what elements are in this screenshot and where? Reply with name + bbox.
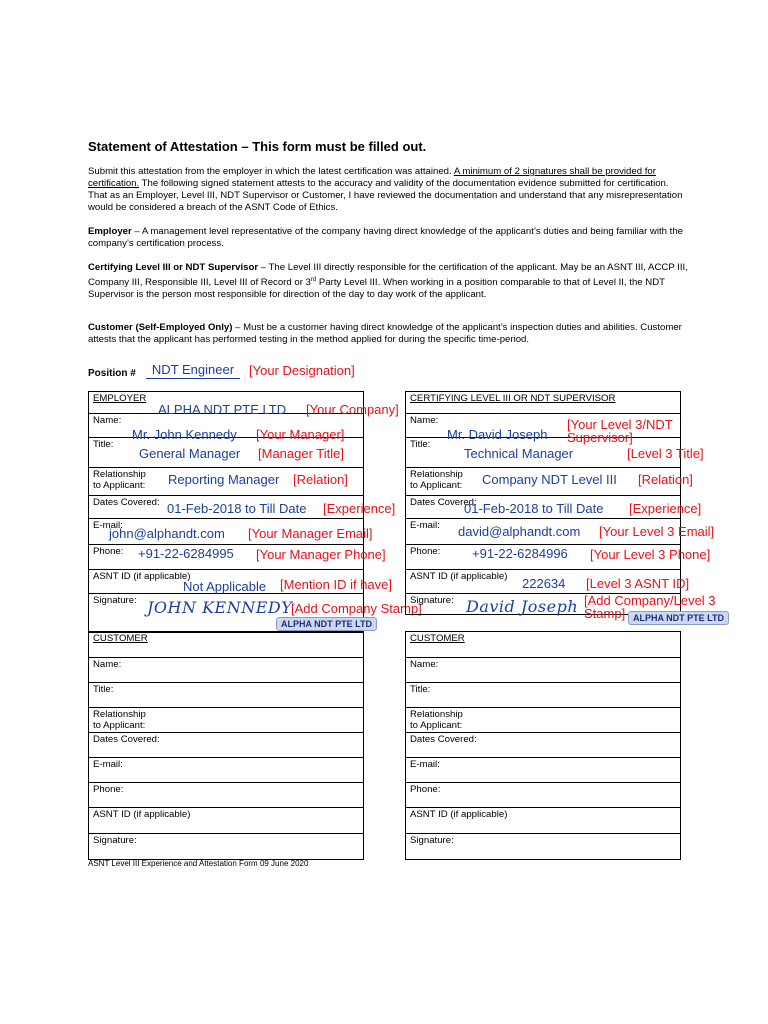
employer-signature-label: Signature: xyxy=(93,595,137,606)
level3-email-note: [Your Level 3 Email] xyxy=(599,524,715,539)
customer-right-phone-label: Phone: xyxy=(410,784,441,795)
customer-left-email-row[interactable] xyxy=(89,758,363,783)
level3-email-label: E-mail: xyxy=(410,520,440,531)
level3-asnt-note: [Level 3 ASNT ID] xyxy=(586,576,690,591)
intro-text-2: The following signed statement attests to the accuracy and validity of the documentation evidence submitted for certification. That as an Employer, Level III, NDT Supervisor or Customer, I have reviewed the documentation and understand that any misrepresentation would be considered a breach of the ASNT Code of Ethics. xyxy=(88,178,683,213)
customer-term: Customer (Self-Employed Only) xyxy=(88,322,233,333)
customer-left-relationship-label-2: to Applicant: xyxy=(93,720,146,731)
employer-title-note: [Manager Title] xyxy=(258,446,344,461)
level3-name-label: Name: xyxy=(410,415,439,426)
customer-left-relationship-label xyxy=(93,709,146,731)
customer-right-title-label: Title: xyxy=(410,684,431,695)
employer-signature: JOHN KENNEDY xyxy=(147,598,293,617)
level3-signature: David Joseph xyxy=(466,597,579,616)
level3-term: Certifying Level III or NDT Supervisor xyxy=(88,262,259,273)
customer-right-email-row[interactable] xyxy=(406,758,680,783)
customer-right-email-label: E-mail: xyxy=(410,759,440,770)
employer-name-note: [Your Manager] xyxy=(256,427,345,442)
customer-def-text: – Must be a customer having direct knowledge of the applicant’s inspection duties and abilities. Customer attests that the applicant has performed testing in the method applied for during the specific time-period. xyxy=(88,322,682,345)
customer-left-title-row[interactable] xyxy=(89,683,363,708)
customer-right-name-label: Name: xyxy=(410,659,439,670)
customer-right-relationship-row[interactable] xyxy=(406,708,680,733)
employer-phone-note: [Your Manager Phone] xyxy=(256,547,386,562)
employer-email-note: [Your Manager Email] xyxy=(248,526,373,541)
level3-relationship-note: [Relation] xyxy=(638,472,693,487)
employer-def-text: – A management level representative of the company having direct knowledge of the applicant’s duties and being familiar with the company’s certification process. xyxy=(88,226,683,249)
level3-dates-note: [Experience] xyxy=(629,501,702,516)
customer-left-phone-label: Phone: xyxy=(93,784,124,795)
level3-relationship-value: Company NDT Level III xyxy=(482,472,617,487)
position-label: Position # xyxy=(88,368,136,379)
customer-right-relationship-label-1: Relationship xyxy=(410,709,463,720)
customer-right-dates-label: Dates Covered: xyxy=(410,734,477,745)
level3-def-text-b: Party Level III. When working in a position comparable to that of Level II, the NDT Supervisor is the person most responsible for direction of the day to day work of the applicant. xyxy=(88,277,665,301)
customer-left-signature-label: Signature: xyxy=(93,835,137,846)
position-field[interactable]: NDT Engineer xyxy=(146,362,240,379)
customer-right-header-row xyxy=(406,632,680,658)
employer-dates-label: Dates Covered: xyxy=(93,497,160,508)
customer-left-header: CUSTOMER xyxy=(93,633,148,644)
employer-phone-label: Phone: xyxy=(93,546,124,557)
level3-title-label: Title: xyxy=(410,439,431,450)
customer-right-relationship-label-2: to Applicant: xyxy=(410,720,463,731)
customer-right-asnt-label: ASNT ID (if applicable) xyxy=(410,809,508,820)
employer-relationship-value: Reporting Manager xyxy=(168,472,280,487)
employer-dates-note: [Experience] xyxy=(323,501,396,516)
customer-right-name-row[interactable] xyxy=(406,658,680,683)
level3-phone-value: +91-22-6284996 xyxy=(472,546,568,561)
customer-left-dates-label: Dates Covered: xyxy=(93,734,160,745)
level3-name-note xyxy=(567,418,673,444)
intro-text-1: Submit this attestation from the employer in which the latest certification was attained. xyxy=(88,166,454,177)
customer-right-title-row[interactable] xyxy=(406,683,680,708)
customer-right-relationship-label xyxy=(410,709,463,731)
employer-phone-value: +91-22-6284995 xyxy=(138,546,234,561)
employer-asnt-value: Not Applicable xyxy=(183,579,267,594)
customer-left-asnt-row[interactable] xyxy=(89,808,363,834)
intro-signature-requirement: A minimum of 2 signatures shall be provided for certification. xyxy=(88,166,656,189)
employer-relationship-label xyxy=(93,469,146,491)
employer-company-note: [Your Company] xyxy=(306,402,399,417)
level3-title-value: Technical Manager xyxy=(464,446,574,461)
level3-name-note-2: Supervisor] xyxy=(567,430,633,445)
employer-name-value: Mr. John Kennedy xyxy=(132,427,237,442)
employer-signature-note: [Add Company Stamp] xyxy=(291,601,422,616)
employer-title-label: Title: xyxy=(93,439,114,450)
customer-left-signature-row[interactable] xyxy=(89,834,363,861)
customer-left-phone-row[interactable] xyxy=(89,783,363,808)
customer-right-signature-row[interactable] xyxy=(406,834,680,861)
customer-left-title-label: Title: xyxy=(93,684,114,695)
level3-name-value: Mr. David Joseph xyxy=(447,427,548,442)
level3-name-note-1: [Your Level 3/NDT xyxy=(567,417,673,432)
employer-email-value: john@alphandt.com xyxy=(109,526,225,541)
level3-definition xyxy=(88,262,688,301)
customer-left-relationship-row[interactable] xyxy=(89,708,363,733)
employer-relationship-note: [Relation] xyxy=(293,472,348,487)
level3-dates-label: Dates Covered: xyxy=(410,497,477,508)
customer-right-dates-row[interactable] xyxy=(406,733,680,758)
level3-relationship-label-1: Relationship xyxy=(410,469,463,480)
employer-dates-value: 01-Feb-2018 to Till Date xyxy=(167,501,307,516)
form-footer: ASNT Level III Experience and Attestation Form 09 June 2020 xyxy=(88,859,309,868)
employer-company: ALPHA NDT PTE LTD xyxy=(158,402,287,417)
level3-relationship-label-2: to Applicant: xyxy=(410,480,463,491)
customer-definition xyxy=(88,322,688,346)
employer-relationship-label-2: to Applicant: xyxy=(93,480,146,491)
employer-company-stamp: ALPHA NDT PTE LTD xyxy=(276,617,377,631)
customer-left-relationship-label-1: Relationship xyxy=(93,709,146,720)
level3-def-sup: rd xyxy=(310,277,317,283)
employer-relationship-label-1: Relationship xyxy=(93,469,146,480)
employer-title-value: General Manager xyxy=(139,446,241,461)
employer-email-label: E-mail: xyxy=(93,520,123,531)
customer-box-left xyxy=(88,631,364,860)
level3-asnt-value: 222634 xyxy=(522,576,566,591)
level3-phone-label: Phone: xyxy=(410,546,441,557)
employer-term: Employer xyxy=(88,226,132,237)
customer-left-dates-row[interactable] xyxy=(89,733,363,758)
customer-right-signature-label: Signature: xyxy=(410,835,454,846)
employer-definition xyxy=(88,226,688,250)
position-note: [Your Designation] xyxy=(249,363,355,378)
level3-signature-note-1: [Add Company/Level 3 xyxy=(584,593,716,608)
level3-signature-label: Signature: xyxy=(410,595,454,606)
level3-header-row xyxy=(406,392,680,414)
level3-relationship-label xyxy=(410,469,463,491)
customer-right-phone-row[interactable] xyxy=(406,783,680,808)
customer-left-name-label: Name: xyxy=(93,659,122,670)
employer-asnt-note: [Mention ID if have] xyxy=(280,577,392,592)
level3-dates-value: 01-Feb-2018 to Till Date xyxy=(464,501,604,516)
level3-def-text-a: – The Level III directly responsible for the certification of the applicant. May be an ASNT III, ACCP III, Company III, Responsible III, Level III of Record or 3 xyxy=(88,262,688,289)
level3-email-value: david@alphandt.com xyxy=(458,524,581,539)
intro-paragraph xyxy=(88,166,688,214)
level3-title-note: [Level 3 Title] xyxy=(627,446,704,461)
level3-company-stamp: ALPHA NDT PTE LTD xyxy=(628,611,729,625)
form-title: Statement of Attestation – This form must be filled out. xyxy=(88,139,427,154)
level3-phone-note: [Your Level 3 Phone] xyxy=(590,547,711,562)
customer-left-name-row[interactable] xyxy=(89,658,363,683)
customer-right-asnt-row[interactable] xyxy=(406,808,680,834)
employer-asnt-label: ASNT ID (if applicable) xyxy=(93,571,191,582)
employer-name-label: Name: xyxy=(93,415,122,426)
customer-left-header-row xyxy=(89,632,363,658)
level3-header: CERTIFYING LEVEL III OR NDT SUPERVISOR xyxy=(410,393,616,404)
customer-right-header: CUSTOMER xyxy=(410,633,465,644)
level3-asnt-label: ASNT ID (if applicable) xyxy=(410,571,508,582)
customer-left-email-label: E-mail: xyxy=(93,759,123,770)
customer-box-right xyxy=(405,631,681,860)
employer-header: EMPLOYER xyxy=(93,393,147,404)
level3-signature-note-2: Stamp] xyxy=(584,606,626,621)
customer-left-asnt-label: ASNT ID (if applicable) xyxy=(93,809,191,820)
